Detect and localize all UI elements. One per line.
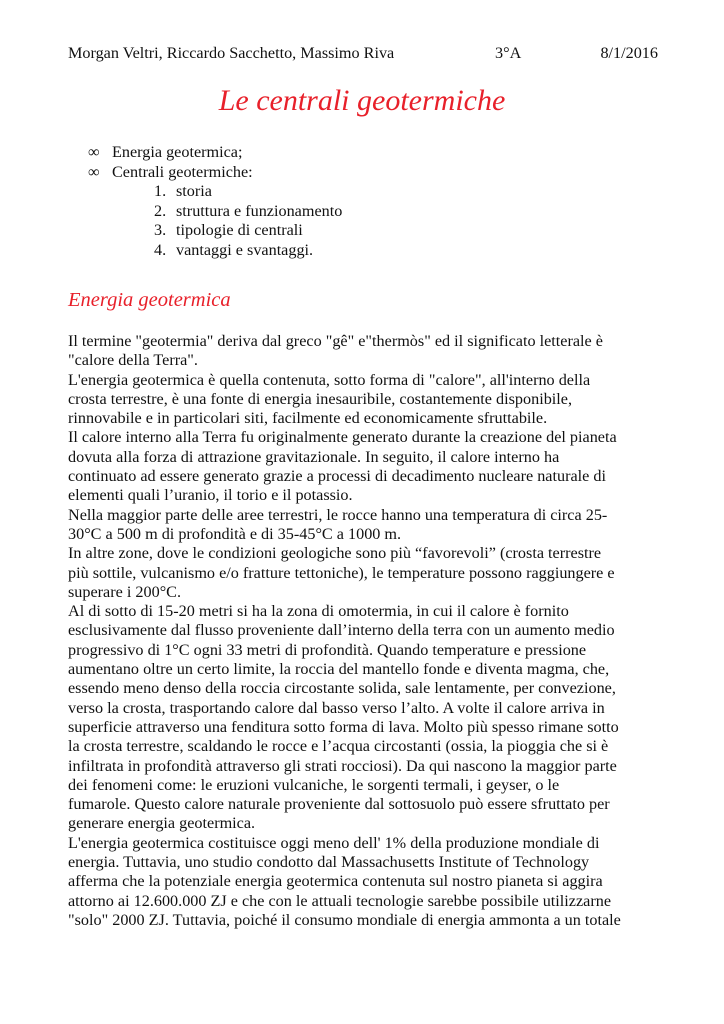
text-line: elementi quali l’uranio, il torio e il potassio. — [68, 486, 353, 505]
header-date: 8/1/2016 — [600, 44, 658, 62]
toc-item — [0, 143, 724, 163]
toc-item-label: struttura e funzionamento — [176, 201, 343, 220]
text-line: dei fenomeni come: le eruzioni vulcaniche, le sorgenti termali, i geyser, o le — [68, 775, 560, 794]
text-line: afferma che la potenziale energia geotermica contenuta sul nostro pianeta si aggira — [68, 872, 603, 891]
text-line: verso la crosta, trasportando calore dal basso verso l’alto. A volte il calore arriva in — [68, 698, 605, 717]
document-header — [68, 44, 658, 64]
toc-item-number: 4. — [154, 240, 167, 259]
text-line: Il calore interno alla Terra fu originalmente generato durante la creazione del pianeta — [68, 428, 617, 447]
text-line: essendo meno denso della roccia circostante solida, sale lentamente, per convezione, — [68, 679, 616, 698]
toc-item — [0, 163, 724, 183]
text-line: esclusivamente dal flusso proveniente dall’interno della terra con un aumento medio — [68, 621, 615, 640]
document-title: Le centrali geotermiche — [218, 84, 506, 117]
toc-item-label: tipologie di centrali — [176, 221, 303, 239]
text-line: più sottile, vulcanismo e/o fratture tettoniche), le temperature possono raggiungere e — [68, 563, 615, 582]
toc-item-label: vantaggi e svantaggi. — [176, 240, 314, 259]
text-line: fumarole. Questo calore naturale proveniente dal sottosuolo può essere sfruttato per — [68, 795, 610, 814]
toc-item-number: 2. — [154, 201, 167, 220]
text-line: 30°C a 500 m di profondità e di 35-45°C a 1000 m. — [68, 524, 402, 543]
text-line: generare energia geotermica. — [68, 814, 256, 833]
text-line: dovuta alla forza di attrazione gravitazionale. In seguito, il calore interno ha — [68, 447, 560, 466]
toc-item — [0, 182, 724, 202]
toc-item-label: storia — [176, 182, 212, 200]
header-authors: Morgan Veltri, Riccardo Sacchetto, Massimo Riva — [68, 44, 395, 62]
text-line: L'energia geotermica costituisce oggi meno dell' 1% della produzione mondiale di — [68, 833, 600, 852]
text-line: Il termine "geotermia" deriva dal greco "gê" e"thermòs" ed il significato letterale è — [68, 332, 603, 350]
text-line: attorno ai 12.600.000 ZJ e che con le attuali tecnologie sarebbe possibile utilizzarne — [68, 891, 612, 910]
infinity-bullet-icon: ∞ — [88, 143, 100, 161]
header-class: 3°A — [495, 44, 522, 62]
text-line: superare i 200°C. — [68, 582, 182, 601]
body-text — [68, 332, 668, 930]
toc-item-number: 3. — [154, 221, 167, 239]
toc-item-label: Centrali geotermiche: — [112, 162, 253, 181]
toc-item — [0, 202, 724, 222]
text-line: Nella maggior parte delle aree terrestri, le rocce hanno una temperatura di circa 25- — [68, 505, 608, 524]
text-line: progressivo di 1°C ogni 33 metri di profondità. Quando temperature e pressione — [68, 640, 587, 659]
toc-item-number: 1. — [154, 182, 167, 200]
text-line: "solo" 2000 ZJ. Tuttavia, poiché il consumo mondiale di energia ammonta a un totale — [68, 910, 621, 929]
text-line: aumentano oltre un certo limite, la roccia del mantello fonde e diventa magma, che, — [68, 660, 610, 679]
text-line: energia. Tuttavia, uno studio condotto dal Massachusetts Institute of Technology — [68, 853, 590, 872]
text-line: rinnovabile e in particolari siti, facilmente ed economicamente sfruttabile. — [68, 409, 548, 428]
text-line: superficie attraverso una fenditura sotto forma di lava. Molto più spesso rimane sotto — [68, 717, 619, 736]
section-heading: Energia geotermica — [68, 289, 231, 311]
text-line: infiltrata in profondità attraverso gli strati rocciosi). Da qui nascono la maggior parte — [68, 756, 617, 775]
text-line: continuato ad essere generato grazie a processi di decadimento nucleare naturale di — [68, 467, 606, 486]
text-line: L'energia geotermica è quella contenuta, sotto forma di "calore", all'interno della — [68, 370, 591, 389]
text-line: Al di sotto di 15-20 metri si ha la zona di omotermia, in cui il calore è fornito — [68, 602, 569, 621]
text-line: la crosta terrestre, scaldando le rocce e l’acqua circostanti (ossia, la pioggia che si è — [68, 737, 609, 756]
toc-item — [0, 221, 724, 241]
text-line: "calore della Terra". — [68, 351, 198, 370]
infinity-bullet-icon: ∞ — [88, 162, 100, 181]
text-line: In altre zone, dove le condizioni geologiche sono più “favorevoli” (crosta terrestre — [68, 544, 602, 563]
text-line: crosta terrestre, è una fonte di energia inesauribile, costantemente disponibile, — [68, 389, 573, 408]
table-of-contents — [0, 143, 724, 260]
toc-item — [0, 241, 724, 261]
toc-item-label: Energia geotermica; — [112, 143, 243, 161]
